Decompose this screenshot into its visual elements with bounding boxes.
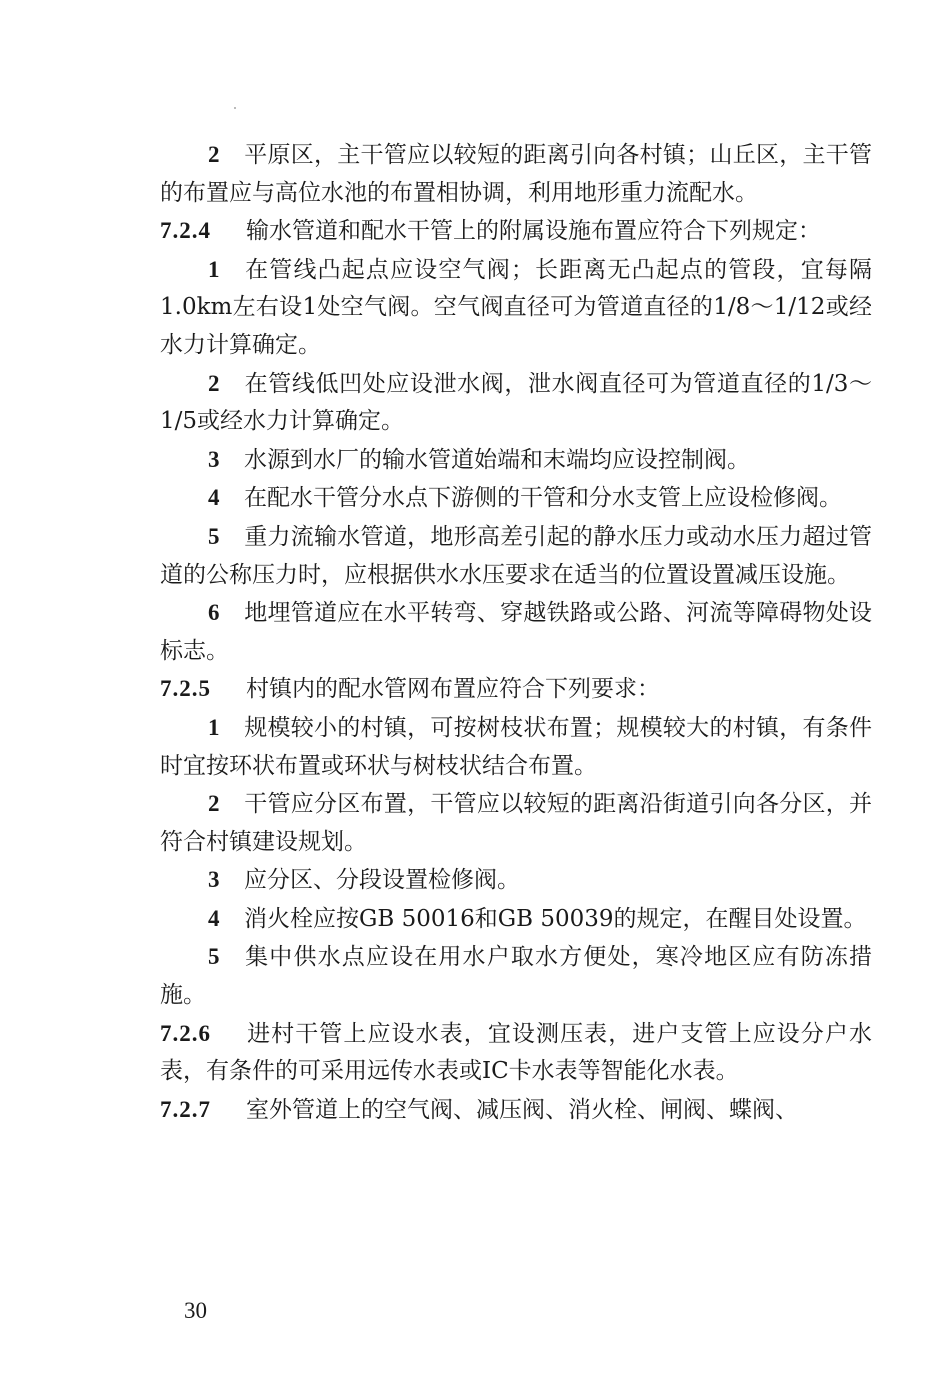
item-number: 2	[208, 370, 220, 396]
item-paragraph	[160, 136, 872, 212]
clause-text: 输水管道和配水干管上的附属设施布置应符合下列规定：	[246, 218, 821, 245]
item-number: 2	[208, 791, 220, 817]
clause-paragraph	[160, 212, 872, 251]
item-text: 在管线凸起点应设空气阀；长距离无凸起点的管段，宜每隔1.0km左右设1处空气阀。空气阀直径可为管道直径的1/8～1/12或经水力计算确定。	[160, 256, 872, 358]
clause-number: 7.2.5	[160, 676, 211, 702]
clause-text: 室外管道上的空气阀、减压阀、消火栓、闸阀、蝶阀、	[246, 1096, 798, 1123]
item-text: 应分区、分段设置检修阀。	[244, 867, 520, 894]
item-number: 4	[208, 905, 220, 931]
item-number: 1	[208, 714, 220, 740]
clause-number: 7.2.7	[160, 1096, 211, 1122]
clause-number: 7.2.4	[160, 218, 211, 244]
page-number: 30	[184, 1298, 207, 1323]
item-text: 干管应分区布置，干管应以较短的距离沿街道引向各分区，并符合村镇建设规划。	[160, 791, 872, 855]
item-paragraph	[160, 861, 872, 900]
clause-paragraph	[160, 670, 872, 709]
item-text: 地埋管道应在水平转弯、穿越铁路或公路、河流等障碍物处设标志。	[160, 600, 872, 664]
item-paragraph	[160, 365, 872, 441]
item-paragraph	[160, 251, 872, 365]
clause-number: 7.2.6	[160, 1020, 211, 1046]
item-number: 2	[208, 142, 220, 167]
item-paragraph	[160, 479, 872, 518]
item-text: 平原区，主干管应以较短的距离引向各村镇；山丘区，主干管的布置应与高位水池的布置相协调，利用地形重力流配水。	[160, 142, 872, 206]
item-text: 消火栓应按GB 50016和GB 50039的规定，在醒目处设置。	[244, 905, 867, 932]
item-text: 水源到水厂的输水管道始端和末端均应设控制阀。	[244, 446, 750, 473]
body-text	[160, 136, 872, 1129]
clause-paragraph	[160, 1091, 872, 1130]
item-text: 在管线低凹处应设泄水阀，泄水阀直径可为管道直径的1/3～1/5或经水力计算确定。	[160, 370, 872, 435]
item-paragraph	[160, 594, 872, 670]
item-number: 6	[208, 600, 220, 626]
item-text: 集中供水点应设在用水户取水方便处，寒冷地区应有防冻措施。	[160, 944, 872, 1009]
item-text: 重力流输水管道，地形高差引起的静水压力或动水压力超过管道的公称压力时，应根据供水水压要求在适当的位置设置减压设施。	[160, 523, 872, 588]
item-number: 5	[208, 944, 220, 970]
item-number: 4	[208, 485, 220, 511]
item-paragraph	[160, 938, 872, 1014]
item-paragraph	[160, 900, 872, 939]
item-number: 3	[208, 446, 220, 472]
item-text: 规模较小的村镇，可按树枝状布置；规模较大的村镇，有条件时宜按环状布置或环状与树枝状结合布置。	[160, 714, 872, 779]
clause-paragraph	[160, 1015, 872, 1091]
item-paragraph	[160, 785, 872, 861]
item-paragraph	[160, 518, 872, 594]
item-number: 1	[208, 256, 220, 282]
scan-speck	[234, 107, 236, 109]
item-paragraph	[160, 441, 872, 480]
item-number: 5	[208, 523, 220, 549]
item-text: 在配水干管分水点下游侧的干管和分水支管上应设检修阀。	[244, 485, 842, 512]
clause-text: 进村干管上应设水表，宜设测压表，进户支管上应设分户水表，有条件的可采用远传水表或IC卡水表等智能化水表。	[160, 1020, 872, 1085]
clause-text: 村镇内的配水管网布置应符合下列要求：	[246, 676, 660, 703]
item-number: 3	[208, 867, 220, 893]
item-paragraph	[160, 709, 872, 785]
